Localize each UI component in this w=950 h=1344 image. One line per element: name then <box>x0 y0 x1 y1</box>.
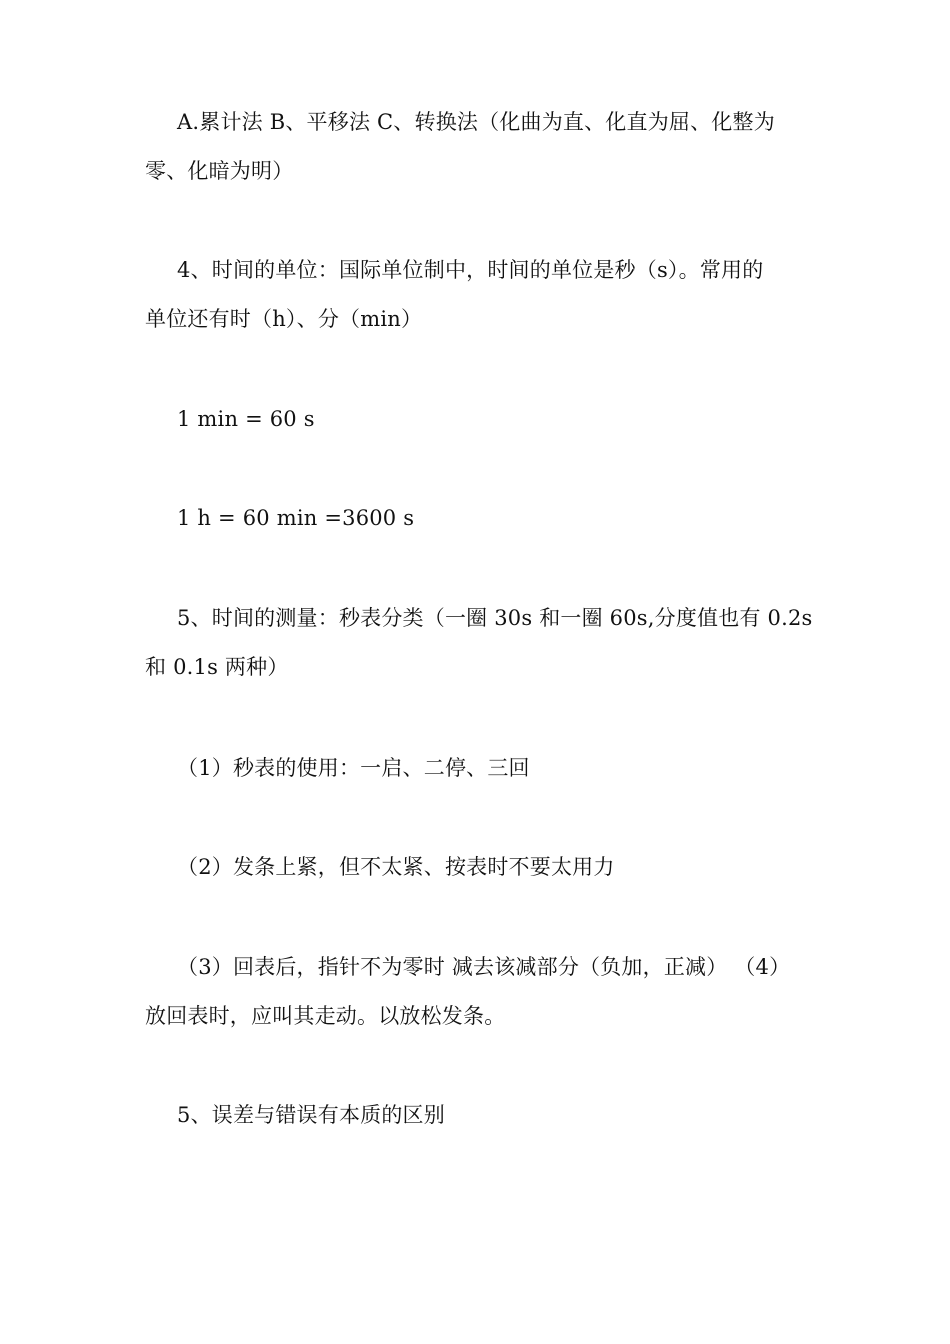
text-line: 5、时间的测量：秒表分类（一圈 30s 和一圈 60s,分度值也有 0.2s <box>177 606 813 630</box>
paragraph-min-conversion <box>145 395 810 444</box>
paragraph-time-units <box>145 246 810 344</box>
text-line: 4、时间的单位：国际单位制中，时间的单位是秒（s）。常用的 <box>177 258 764 282</box>
paragraph-measurement-methods <box>145 98 810 196</box>
text-line: 放回表时，应叫其走动。以放松发条。 <box>145 1004 506 1028</box>
text-line: （2）发条上紧，但不太紧、按表时不要太用力 <box>177 855 615 879</box>
text-line: 零、化暗为明） <box>145 159 294 183</box>
text-line: （1）秒表的使用：一启、二停、三回 <box>177 756 530 780</box>
text-line: （3）回表后，指针不为零时 减去该减部分（负加，正减） （4） <box>177 955 791 979</box>
paragraph-time-measurement <box>145 594 813 692</box>
paragraph-error-vs-mistake <box>145 1091 810 1140</box>
paragraph-reset-and-storage <box>145 943 810 1041</box>
paragraph-hour-conversion <box>145 494 810 543</box>
paragraph-winding <box>145 843 810 892</box>
text-line: 单位还有时（h）、分（min） <box>145 307 423 331</box>
text-line: 和 0.1s 两种） <box>145 655 289 679</box>
text-line: 5、误差与错误有本质的区别 <box>177 1103 445 1127</box>
text-line: 1 h = 60 min =3600 s <box>177 506 415 530</box>
text-line: A.累计法 B、平移法 C、转换法（化曲为直、化直为屈、化整为 <box>177 110 775 134</box>
paragraph-stopwatch-usage <box>145 744 810 793</box>
text-line: 1 min = 60 s <box>177 407 315 431</box>
